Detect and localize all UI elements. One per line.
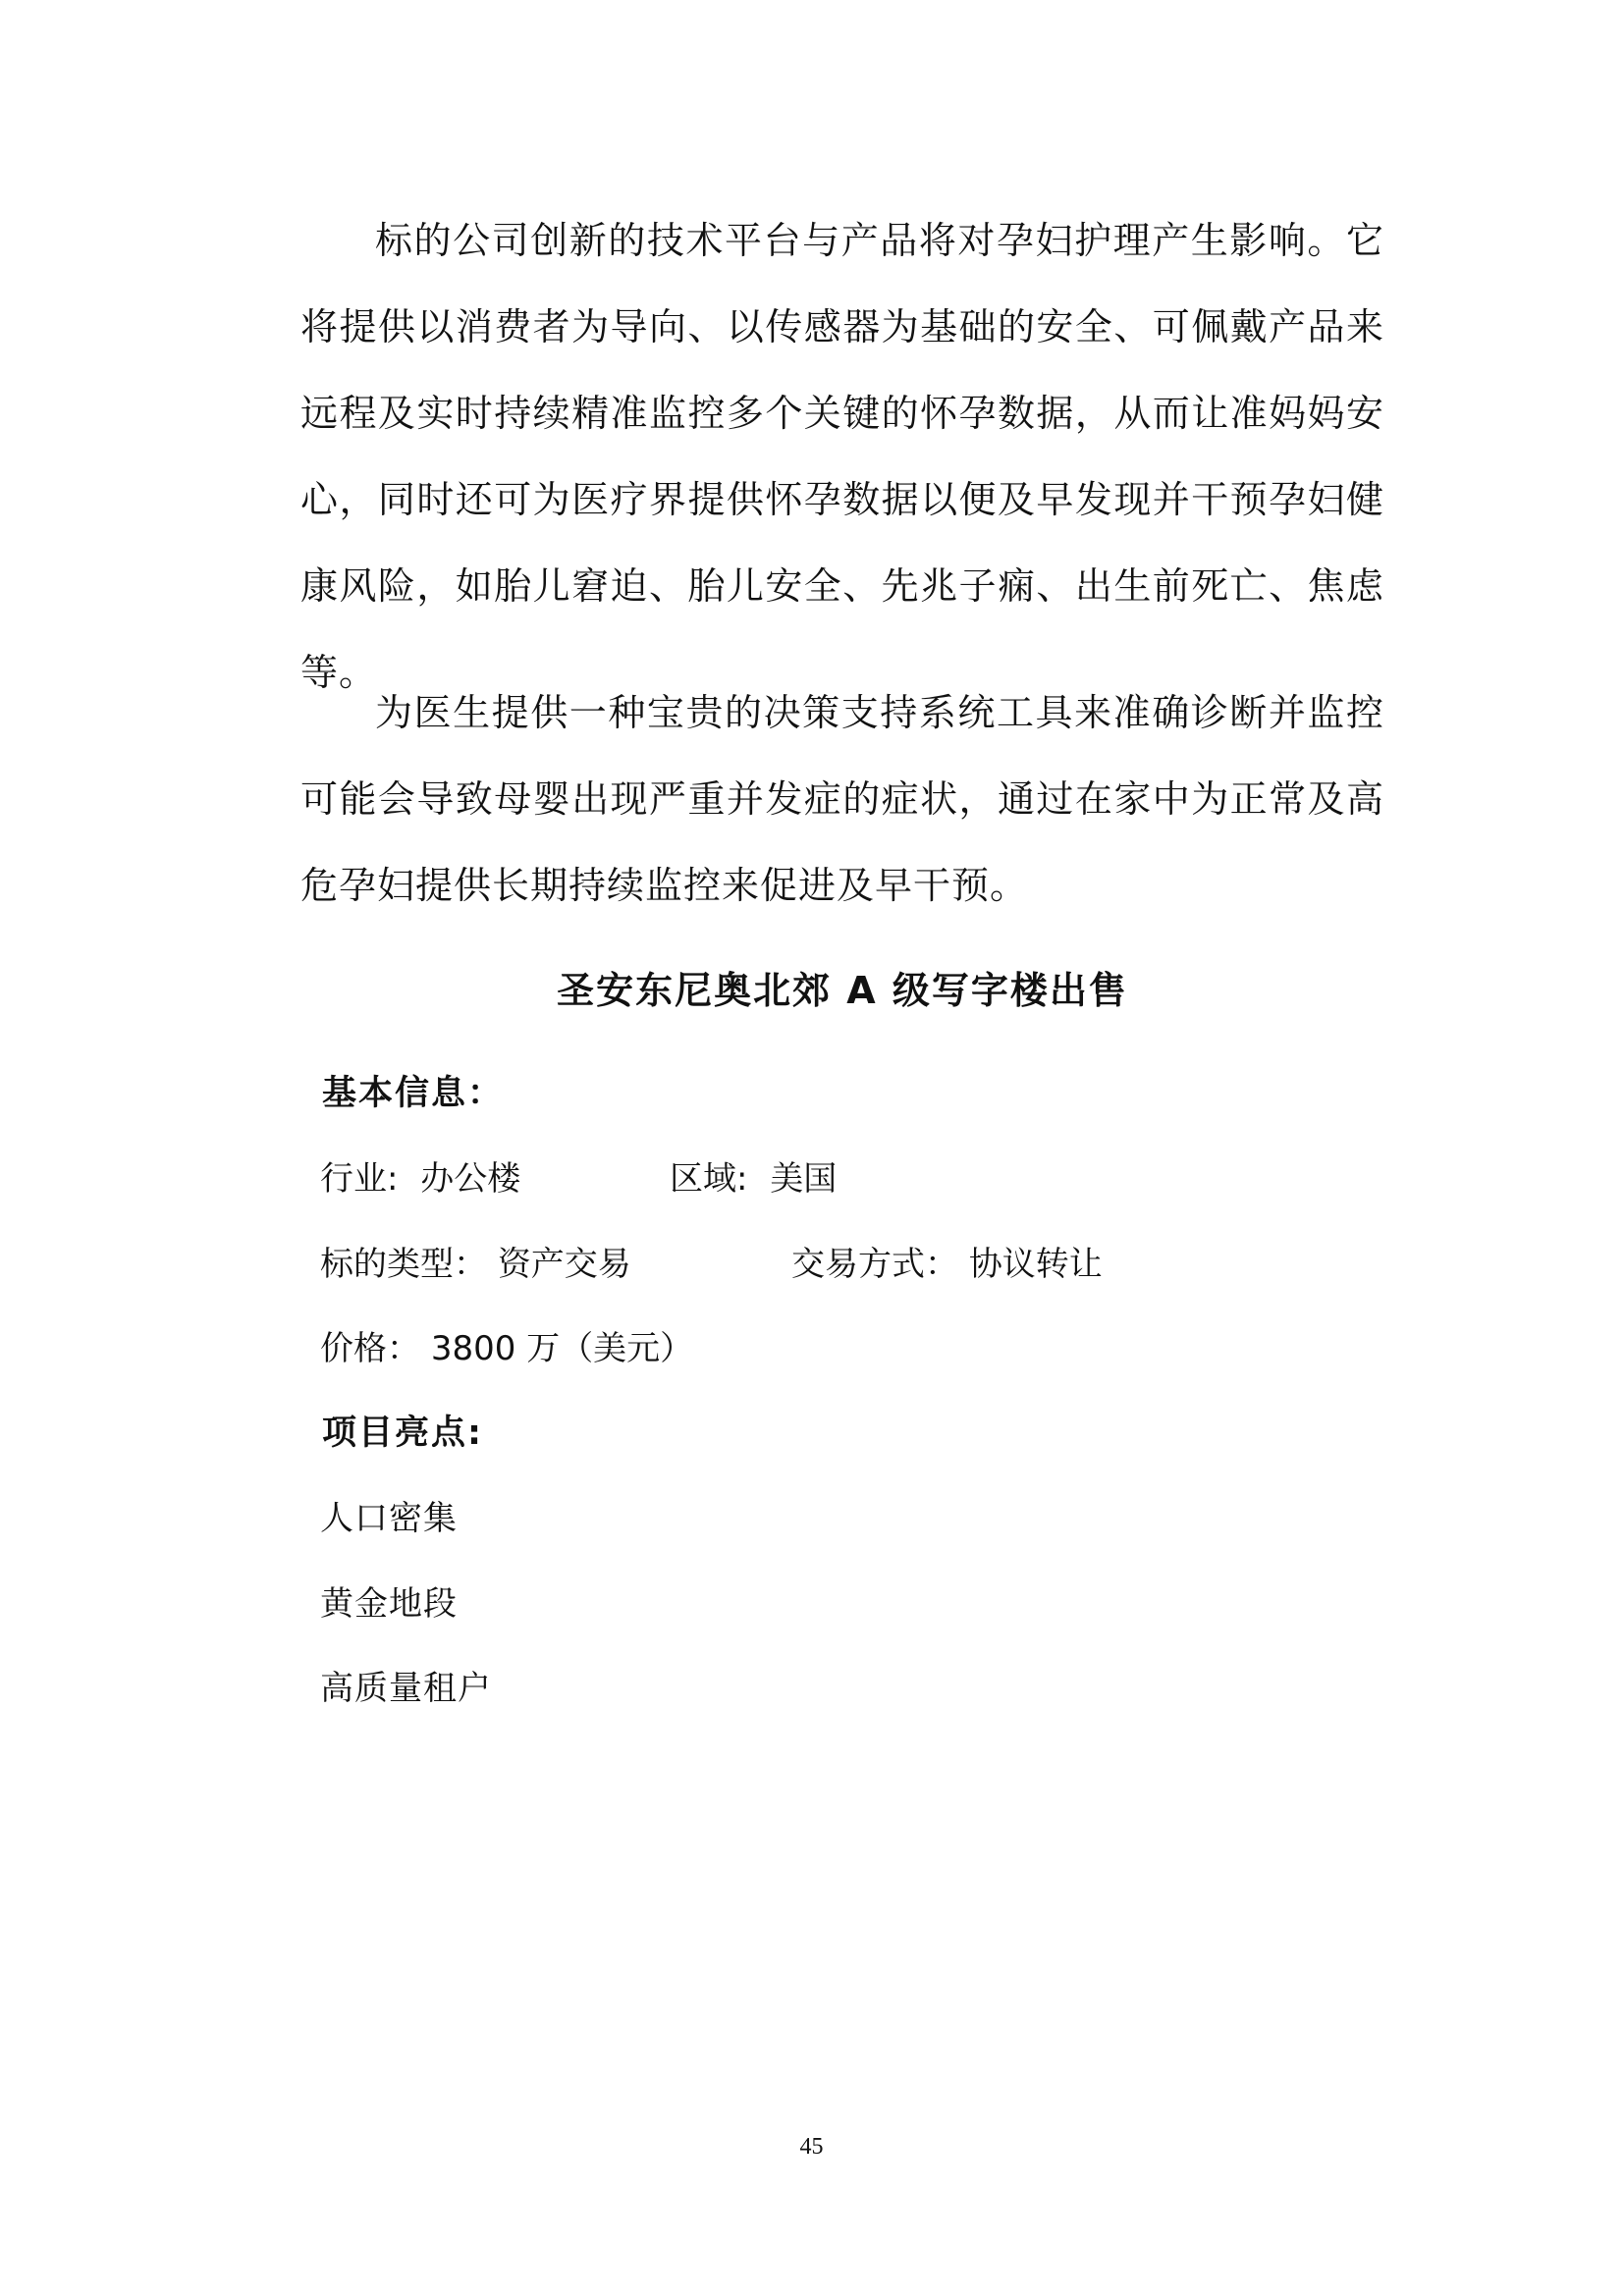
industry-value: 办公楼	[420, 1159, 521, 1199]
price-value: 3800 万（美元）	[430, 1329, 694, 1368]
region-value: 美国	[770, 1159, 838, 1199]
type-method-row	[320, 1237, 1103, 1285]
industry-label: 行业:	[320, 1159, 399, 1199]
trade-method-label: 交易方式：	[791, 1245, 958, 1284]
target-type-label: 标的类型：	[320, 1245, 487, 1284]
region-label: 区域:	[670, 1159, 748, 1199]
highlights-heading: 项目亮点:	[322, 1414, 483, 1453]
target-type-value: 资产交易	[497, 1245, 631, 1284]
basic-info-heading: 基本信息：	[322, 1074, 505, 1113]
price-row	[320, 1321, 693, 1369]
highlight-item: 高质量租户	[320, 1669, 492, 1708]
highlight-item: 人口密集	[320, 1499, 458, 1538]
body-paragraph: 标的公司创新的技术平台与产品将对孕妇护理产生影响。它将提供以消费者为导向、以传感器为基础的安全、可佩戴产品来远程及实时持续精准监控多个关键的怀孕数据，从而让准妈妈安心，同时还可为医疗界提供怀孕数据以便及早发现并干预孕妇健康风险，如胎儿窘迫、胎儿安全、先兆子痫、出生前死亡、焦虑等。	[300, 219, 1384, 694]
price-label: 价格：	[320, 1329, 420, 1368]
region-field	[670, 1151, 837, 1200]
trade-method-field	[791, 1237, 1103, 1285]
trade-method-value: 协议转让	[968, 1245, 1103, 1284]
body-paragraph: 为医生提供一种宝贵的决策支持系统工具来准确诊断并监控可能会导致母婴出现严重并发症的症状，通过在家中为正常及高危孕妇提供长期持续监控来促进及早干预。	[300, 691, 1384, 907]
page-number: 45	[799, 2134, 824, 2160]
listing-title: 圣安东尼奥北郊 A 级写字楼出售	[557, 969, 1128, 1012]
industry-region-row	[320, 1151, 838, 1200]
highlight-item: 黄金地段	[320, 1584, 458, 1624]
